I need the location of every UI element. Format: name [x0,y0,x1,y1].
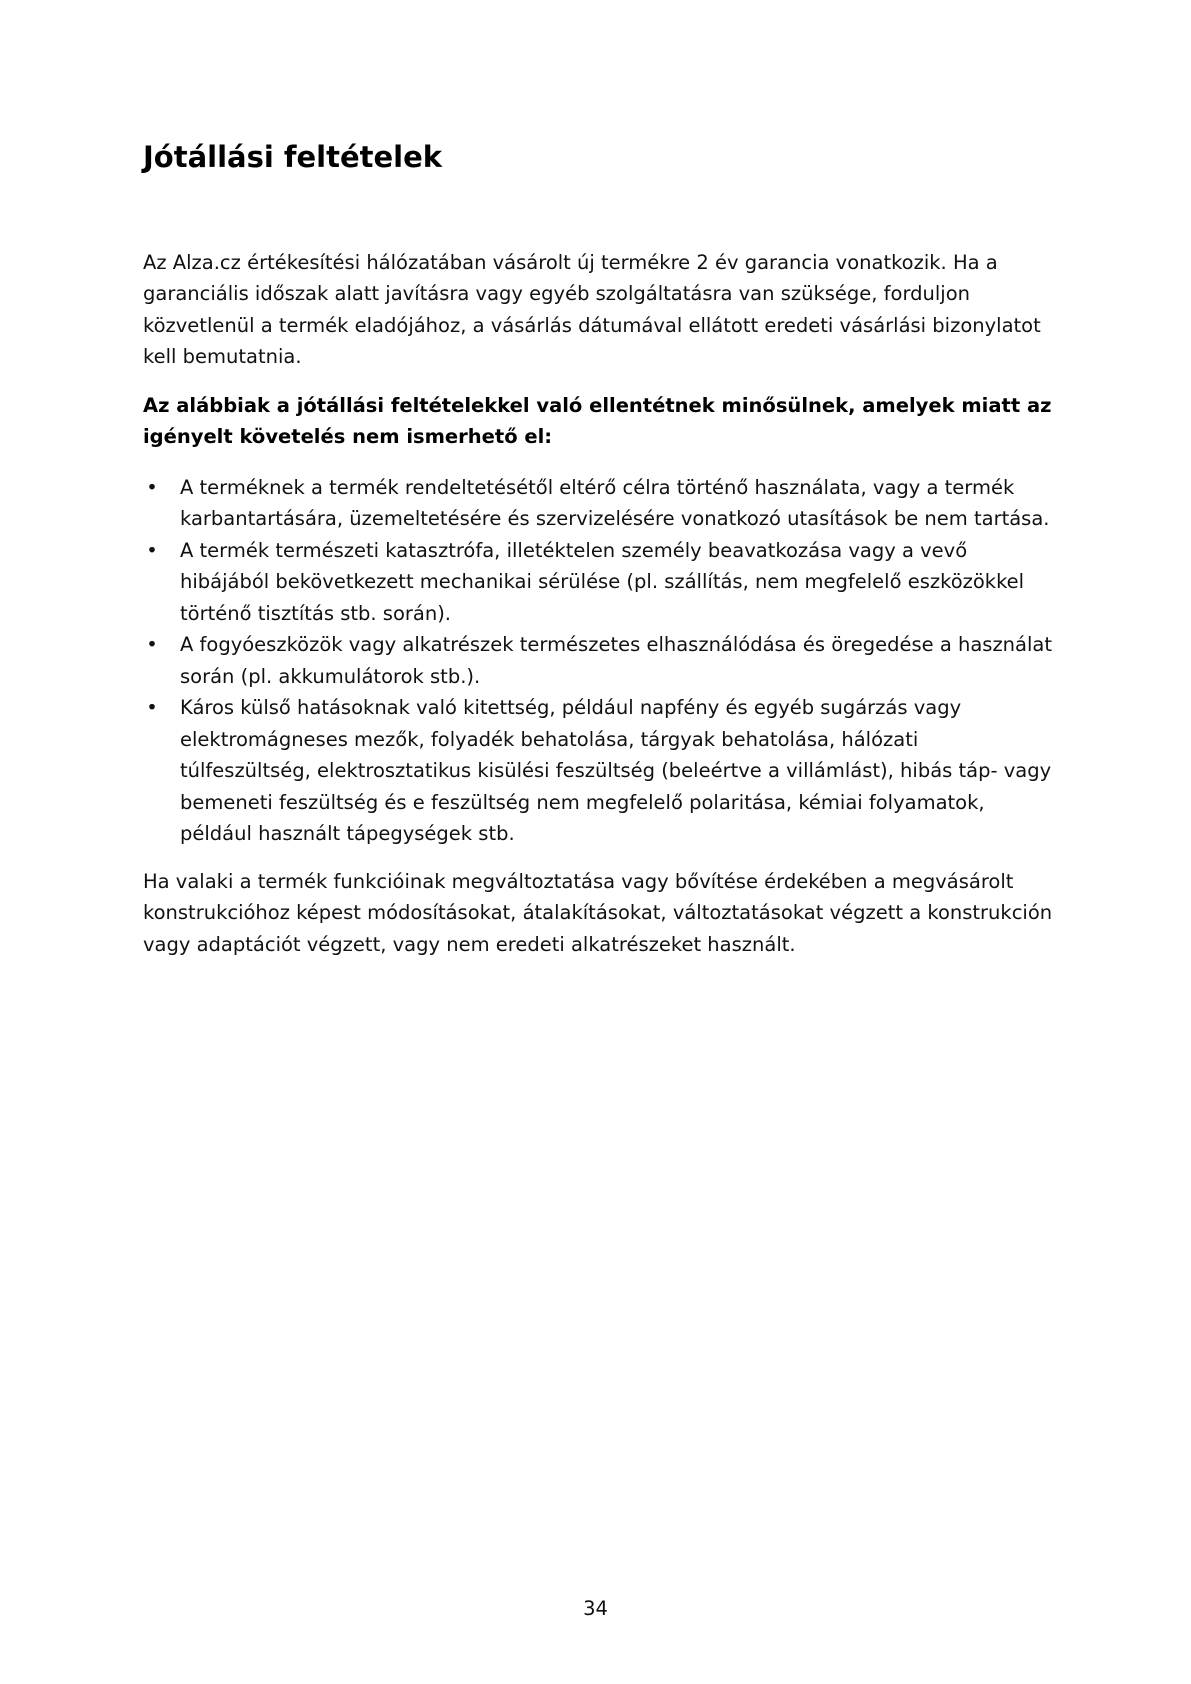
page-title: Jótállási feltételek [143,140,443,174]
list-item [143,629,1055,692]
page-number: 34 [583,1597,608,1620]
exclusions-lead-paragraph: Az alábbiak a jótállási feltételekkel való ellentétnek minősülnek, amelyek miatt az igényelt követelés nem ismerhető el: [143,393,1052,449]
list-item [143,472,1055,535]
list-item-text: Káros külső hatásoknak való kitettség, például napfény és egyéb sugárzás vagy elektromágneses mezők, folyadék behatolása, tárgyak behatolása, hálózati túlfeszültség, elektrosztatikus kisülési feszültség (beleértve a villámlást), hibás táp- vagy bemeneti feszültség és e feszültség nem megfelelő polaritása, kémiai folyamatok, például használt tápegységek stb. [180,696,1052,846]
list-item [143,692,1055,850]
exclusions-list [143,472,1055,850]
list-item-text: A terméknek a termék rendeltetésétől eltérő célra történő használata, vagy a termék karbantartására, üzemeltetésére és szervizelésére vonatkozó utasítások be nem tartása. [180,475,1050,531]
bullet-icon: • [146,475,158,499]
closing-paragraph: Ha valaki a termék funkcióinak megváltoztatása vagy bővítése érdekében a megvásárolt konstrukcióhoz képest módosításokat, átalakításokat, változtatásokat végzett a konstrukción vagy adaptációt végzett, vagy nem eredeti alkatrészeket használt. [143,869,1053,956]
bullet-icon: • [146,538,158,562]
intro-paragraph: Az Alza.cz értékesítési hálózatában vásárolt új termékre 2 év garancia vonatkozik. Ha a garanciális időszak alatt javításra vagy egyéb szolgáltatásra van szüksége, forduljon közvetlenül a termék eladójához, a vásárlás dátumával ellátott eredeti vásárlási bizonylatot kell bemutatnia. [143,250,1041,369]
bullet-icon: • [146,633,158,657]
list-item-text: A termék természeti katasztrófa, illetéktelen személy beavatkozása vagy a vevő hibájából bekövetkezett mechanikai sérülése (pl. szállítás, nem megfelelő eszközökkel történő tisztítás stb. során). [180,538,1025,625]
document-body [143,140,1055,960]
list-item-text: A fogyóeszközök vagy alkatrészek természetes elhasználódása és öregedése a használat során (pl. akkumulátorok stb.). [180,633,1053,688]
bullet-icon: • [146,696,158,720]
list-item [143,535,1055,630]
